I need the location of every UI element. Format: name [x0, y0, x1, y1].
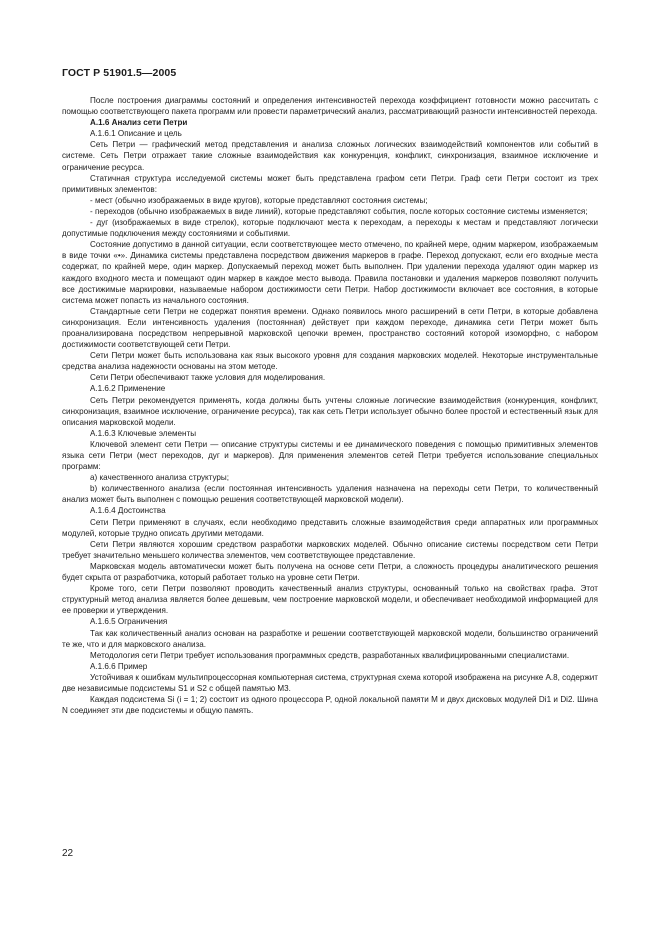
- paragraph: Устойчивая к ошибкам мультипроцессорная компьютерная система, структурная схема которой изображена на рисунке А.8, содержит две независимые подсистемы S1 и S2 с общей памятью М3.: [62, 672, 598, 693]
- paragraph: После построения диаграммы состояний и определения интенсивностей перехода коэффициент готовности можно рассчитать с помощью соответствующего пакета программ или провести параметрический анализ, рассматривающий разности интенсивностей перехода.: [62, 96, 598, 117]
- paragraph: Сети Петри может быть использована как язык высокого уровня для создания марковских моделей. Некоторые инструментальные средства анализа надежности основаны на этом методе.: [62, 351, 598, 372]
- list-item: a) качественного анализа структуры;: [90, 473, 229, 483]
- subsection-heading: А.1.6.4 Достоинства: [90, 506, 166, 516]
- subsection-heading: А.1.6.2 Применение: [90, 384, 166, 394]
- subsection-heading: А.1.6.3 Ключевые элементы: [90, 428, 197, 438]
- paragraph: Статичная структура исследуемой системы может быть представлена графом сети Петри. Граф сети Петри состоит из трех примитивных элементов:: [62, 173, 598, 194]
- subsection-heading: А.1.6.6 Пример: [90, 661, 148, 671]
- paragraph: Марковская модель автоматически может быть получена на основе сети Петри, а сложность процедуры аналитического решения будет скрыта от разработчика, который работает только на уровне сети Петри.: [62, 561, 598, 583]
- paragraph: Стандартные сети Петри не содержат понятия времени. Однако появилось много расширений в сети Петри, в которые добавлена синхронизация. Если интенсивность удаления (постоянная) действует при каждом переходе, динамика сети Петри может быть проанализирована посредством непрерывной марковской цепочки времен, пространство состояний которой изоморфно, с набором достижимости соответствующей сети Петри.: [62, 306, 598, 350]
- page-number: 22: [62, 848, 74, 859]
- document-body: [62, 95, 598, 716]
- paragraph: Сеть Петри — графический метод представления и анализа сложных логических взаимодействий компонентов или событий в системе. Сеть Петри отражает такие сложные взаимодействия как конкуренция, конфликт, синхронизация, взаимное исключение и ограничение ресурса.: [62, 140, 598, 172]
- paragraph: Методология сети Петри требует использования программных средств, разработанных квалифицированными специалистами.: [90, 650, 570, 660]
- paragraph: Ключевой элемент сети Петри — описание структуры системы и ее динамического поведения с помощью примитивных элементов языка сети Петри (мест переходов, дуг и маркеров). Для применения элементов сетей Петри требуется использование специальных программ:: [62, 439, 598, 472]
- section-heading: А.1.6 Анализ сети Петри: [90, 118, 188, 128]
- list-item: - переходов (обычно изображаемых в виде линий), которые представляют события, после которых состояние системы изменяется;: [90, 206, 588, 216]
- list-item: - дуг (изображаемых в виде стрелок), которые подключают места к переходам, а переходы к местам и представляют логически допустимые подключения между состояниями и событиями.: [62, 218, 598, 239]
- paragraph: Кроме того, сети Петри позволяют проводить качественный анализ структуры, основанный только на свойствах графа. Этот структурный метод анализа является более дешевым, чем построение марковской модели, и обеспечивает необходимой информацией для ее проверки и утверждения.: [62, 584, 598, 616]
- paragraph: Так как количественный анализ основан на разработке и решении соответствующей марковской модели, большинство ограничений те же, что и для марковского анализа.: [62, 628, 598, 649]
- subsection-heading: А.1.6.5 Ограничения: [90, 617, 168, 627]
- paragraph: Сеть Петри рекомендуется применять, когда должны быть учтены сложные логические взаимодействия (конкуренция, конфликт, синхронизация, взаимное исключение, ограничение ресурса), так как сеть Петри использует обычно более простой и естественный язык для описания марковской модели.: [62, 395, 598, 427]
- list-item: - мест (обычно изображаемых в виде кругов), которые представляют состояния системы;: [90, 195, 428, 205]
- document-header: ГОСТ Р 51901.5—2005: [62, 67, 177, 79]
- subsection-heading: А.1.6.1 Описание и цель: [90, 129, 182, 139]
- paragraph: Состояние допустимо в данной ситуации, если соответствующее место отмечено, по крайней мере, одним маркером, изображаемым в виде точки «•». Динамика системы представлена посредством движения маркеров в графе. Переход допускают, если его входные места содержат, по крайней мере, один маркер. Допускаемый переход может быть выполнен. При удалении перехода удаляют один маркер из каждого входного места и помещают один маркер в каждое место вывода. Правила постановки и удаления маркеров позволяют получить все достижимые маркировки, называемые набором достижимости сети Петри. Набор достижимости включает все состояния, в которые система может попасть из начального состояния.: [62, 240, 598, 305]
- paragraph: Сети Петри обеспечивают также условия для моделирования.: [90, 373, 326, 383]
- paragraph: Каждая подсистема Si (i = 1; 2) состоит из одного процессора P, одной локальной памяти М и двух дисковых модулей Di1 и Di2. Шина N соединяет эти две подсистемы и общую память.: [62, 695, 598, 716]
- paragraph: Сети Петри применяют в случаях, если необходимо представить сложные взаимодействия среди аппаратных или программных модулей, которые трудно описать другими методами.: [62, 517, 598, 538]
- list-item: b) количественного анализа (если постоянная интенсивность удаления назначена на переходы сети Петри, то количественный анализ может быть выполнен с помощью решения соответствующей марковской модели).: [62, 484, 598, 505]
- paragraph: Сети Петри являются хорошим средством разработки марковских моделей. Обычно описание системы посредством сети Петри требует значительно меньшего количества элементов, чем соответствующее представление.: [62, 539, 598, 560]
